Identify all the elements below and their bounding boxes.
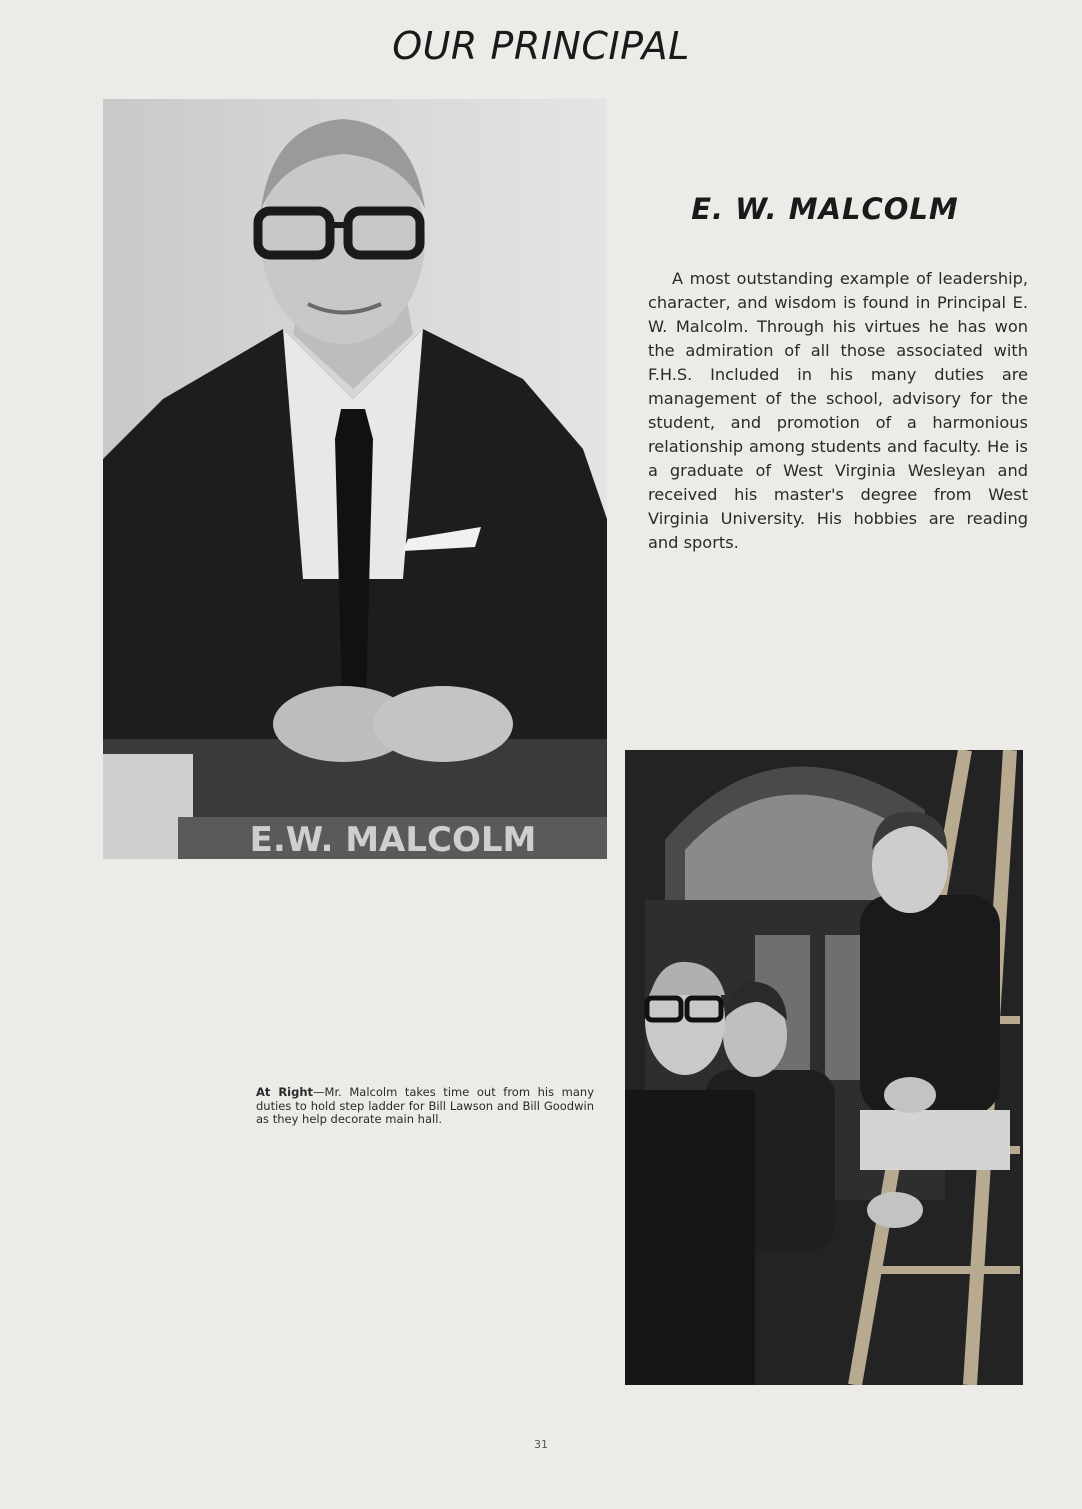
- photo-caption: [256, 1086, 594, 1127]
- caption-text: —Mr. Malcolm takes time out from his many duties to hold step ladder for Bill Lawson and Bill Goodwin as they help decorate main hall.: [256, 1085, 595, 1126]
- caption-lead: At Right: [256, 1085, 314, 1099]
- right-hand: [373, 686, 513, 762]
- student-top-trousers: [860, 1110, 1010, 1170]
- portrait-illustration: [103, 99, 607, 859]
- ladder-candid-photo: [625, 750, 1023, 1385]
- page-number: 31: [534, 1438, 548, 1451]
- principal-name: E. W. MALCOLM: [691, 192, 959, 226]
- principal-hand: [867, 1192, 923, 1228]
- student-hand: [884, 1077, 936, 1113]
- principal-suit: [625, 1090, 755, 1385]
- nameplate-text: E.W. MALCOLM: [249, 820, 537, 859]
- student-top-sweater: [860, 895, 1000, 1115]
- page-title: OUR PRINCIPAL: [392, 24, 690, 68]
- principal-bio: A most outstanding example of leadership, character, and wisdom is found in Principal E. W. Malcolm. Through his virtues he has won the admiration of all those associated with F.H.S. Included in his many duties are management of the school, advisory for the student, and promotion of a harmonious relationship among students and faculty. He is a graduate of West Virginia Wesleyan and received his master's degree from West Virginia University. His hobbies are reading and sports.: [648, 269, 1028, 552]
- principal-portrait-photo: [103, 99, 607, 859]
- candid-illustration: [625, 750, 1023, 1385]
